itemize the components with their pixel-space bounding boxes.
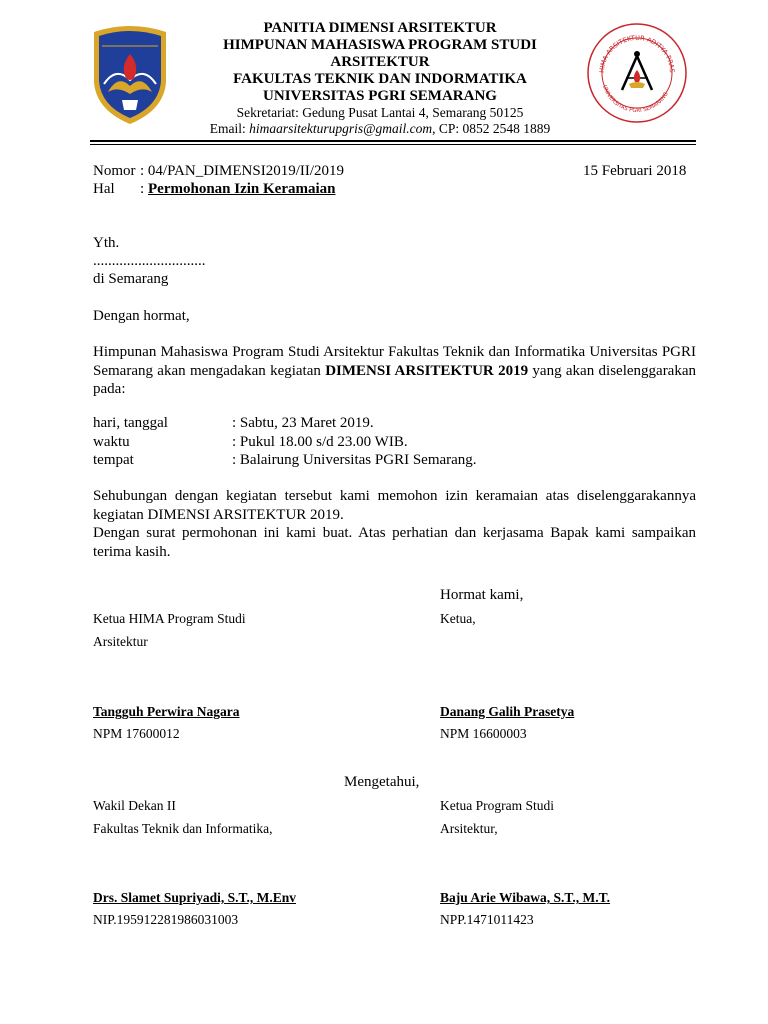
intro-part-1: Himpunan Mahasiswa Program Studi Arsitektur Fakultas Teknik dan Informatika Universitas PGRI Semarang akan mengadakan kegiatan <box>93 344 696 379</box>
letterhead <box>180 20 580 137</box>
right-signer-name: Danang Galih Prasetya <box>440 704 575 719</box>
detail-value: : Sabtu, 23 Maret 2019. <box>232 415 374 431</box>
email-label: Email: <box>209 121 250 136</box>
detail-row <box>93 451 477 470</box>
left-signer-id: NPM 17600012 <box>93 726 180 741</box>
letter-date: 15 Februari 2018 <box>583 163 687 179</box>
svg-text:HIMA ARSITEKTUR ADITYA PRASADA: HIMA ARSITEKTUR ADITYA PRAS <box>597 33 677 74</box>
right-signer-id: NPM 16600003 <box>440 726 527 741</box>
closing-paragraph-2: Dengan surat permohonan ini kami buat. Atas perhatian dan kerjasama Bapak kami sampaikan terima kasih. <box>93 525 696 560</box>
detail-key: waktu <box>93 433 130 450</box>
detail-row <box>93 414 477 433</box>
left-signer-name: Tangguh Perwira Nagara <box>93 704 240 719</box>
letterhead-line-3: ARSITEKTUR <box>330 54 430 70</box>
left-signer-title-1: Ketua HIMA Program Studi <box>93 611 246 626</box>
letterhead-line-5: UNIVERSITAS PGRI SEMARANG <box>263 88 497 104</box>
hima-seal-logo <box>586 22 688 124</box>
header-rule-thick <box>90 140 696 142</box>
email-address[interactable]: himaarsitekturupgris@gmail.com <box>249 121 433 136</box>
secretariat-address: Sekretariat: Gedung Pusat Lantai 4, Semarang 50125 <box>236 105 524 120</box>
bottom-left-title-1: Wakil Dekan II <box>93 798 176 813</box>
nomor-label: Nomor <box>93 163 136 179</box>
recipient-dots: .............................. <box>93 253 206 269</box>
bottom-left-id: NIP.195912281986031003 <box>93 912 239 927</box>
university-shield-logo <box>88 22 172 126</box>
bottom-right-title-1: Ketua Program Studi <box>440 798 554 813</box>
letterhead-line-2: HIMPUNAN MAHASISWA PROGRAM STUDI <box>223 37 537 53</box>
bottom-left-name: Drs. Slamet Supriyadi, S.T., M.Env <box>93 890 297 905</box>
letterhead-line-1: PANITIA DIMENSI ARSITEKTUR <box>263 20 497 36</box>
detail-value: : Balairung Universitas PGRI Semarang. <box>232 452 477 468</box>
event-details-table <box>93 414 477 470</box>
nomor-value: : 04/PAN_DIMENSI2019/II/2019 <box>140 163 345 179</box>
subject: Permohonan Izin Keramaian <box>148 181 336 197</box>
hal-label: Hal <box>93 181 115 197</box>
greeting: Dengan hormat, <box>93 308 190 324</box>
right-signer-title-1: Ketua, <box>440 611 476 626</box>
bottom-right-id: NPP.1471011423 <box>440 912 534 927</box>
event-name: DIMENSI ARSITEKTUR 2019 <box>325 362 529 379</box>
contact-line <box>180 121 580 137</box>
intro-part-2: yang akan diselenggarakan pada: <box>93 362 697 397</box>
closing-paragraph-1: Sehubungan dengan kegiatan tersebut kami memohon izin keramaian atas diselenggarakannya kegiatan DIMENSI ARSITEKTUR 2019. <box>93 488 696 523</box>
detail-row <box>93 433 477 452</box>
left-signer-title-2: Arsitektur <box>93 634 148 649</box>
hal-colon: : <box>140 181 145 197</box>
bottom-right-title-2: Arsitektur, <box>440 821 498 836</box>
bottom-left-title-2: Fakultas Teknik dan Informatika, <box>93 821 273 836</box>
header-rule-thin <box>90 144 696 145</box>
svg-text:UNIVERSITAS PGRI SEMARANG: UNIVERSITAS PGRI SEMARANG <box>601 84 670 115</box>
letterhead-line-4: FAKULTAS TEKNIK DAN INDORMATIKA <box>233 71 527 87</box>
recipient-location: di Semarang <box>93 271 169 287</box>
phone-number: , CP: 0852 2548 1889 <box>432 121 551 136</box>
recipient-yth: Yth. <box>93 235 120 251</box>
mengetahui: Mengetahui, <box>344 774 420 790</box>
intro-paragraph <box>93 343 696 399</box>
detail-key: hari, tanggal <box>93 415 168 431</box>
bottom-right-name: Baju Arie Wibawa, S.T., M.T. <box>440 890 611 905</box>
hormat-kami: Hormat kami, <box>440 587 524 603</box>
detail-value: : Pukul 18.00 s/d 23.00 WIB. <box>232 433 408 450</box>
detail-key: tempat <box>93 452 134 468</box>
